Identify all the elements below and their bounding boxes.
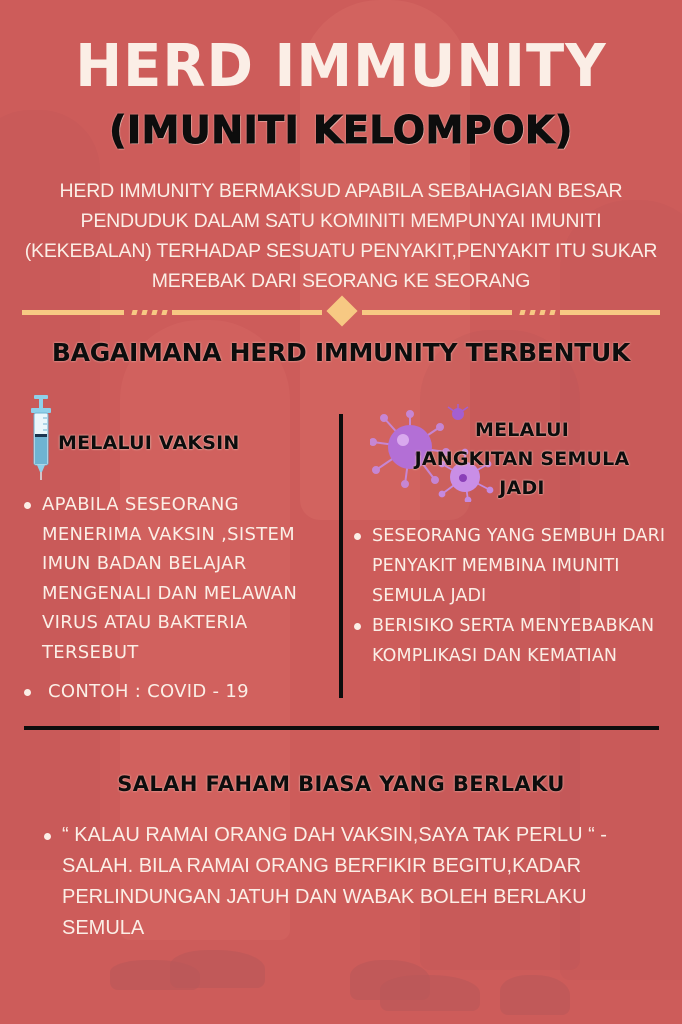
list-item: “ KALAU RAMAI ORANG DAH VAKSIN,SAYA TAK PERLU “ - SALAH. BILA RAMAI ORANG BERFIKIR BEGITU,KADAR PERLINDUNGAN JATUH DAN WABAK BOLEH BERLAKU SEMULA — [42, 820, 672, 944]
list-item: BERISIKO SERTA MENYEBABKAN KOMPLIKASI DAN KEMATIAN — [352, 611, 682, 671]
misconception-title: SALAH FAHAM BIASA YANG BERLAKU — [117, 772, 565, 796]
list-item: APABILA SESEORANG MENERIMA VAKSIN ,SISTEM IMUN BADAN BELAJAR MENGENALI DAN MELAWAN VIRUS ATAU BAKTERIA TERSEBUT — [22, 490, 342, 667]
misconception-bullet-list — [42, 820, 672, 944]
natural-infection-heading — [362, 416, 682, 503]
column-divider — [339, 414, 343, 698]
background-shoe — [170, 950, 265, 988]
section-title: BAGAIMANA HERD IMMUNITY TERBENTUK — [51, 338, 631, 367]
natural-infection-bullet-list — [352, 521, 682, 671]
diamond-ornament-icon — [326, 295, 357, 326]
vaccine-bullet-list — [22, 490, 342, 707]
intro-paragraph: HERD IMMUNITY BERMAKSUD APABILA SEBAHAGIAN BESAR PENDUDUK DALAM SATU KOMINITI MEMPUNYAI IMUNITI (KEKEBALAN) TERHADAP SESUATU PENYAKIT,PENYAKIT ITU SUKAR MEREBAK DARI SEORANG KE SEORANG — [24, 180, 658, 292]
heading-line: JADI — [499, 477, 545, 499]
section-divider — [24, 726, 659, 730]
list-item: SESEORANG YANG SEMBUH DARI PENYAKIT MEMBINA IMUNITI SEMULA JADI — [352, 521, 682, 611]
poster-title: HERD IMMUNITY — [75, 32, 607, 101]
vaccine-heading: MELALUI VAKSIN — [58, 432, 240, 454]
background-shoe — [500, 975, 570, 1015]
ornamental-divider — [22, 300, 660, 326]
list-item: CONTOH : COVID - 19 — [22, 677, 342, 707]
heading-line: MELALUI — [474, 419, 570, 441]
poster-subtitle: (IMUNITI KELOMPOK) — [109, 108, 573, 152]
heading-line: JANGKITAN SEMULA — [414, 448, 630, 470]
background-shoe — [380, 975, 480, 1011]
syringe-icon — [28, 394, 54, 484]
